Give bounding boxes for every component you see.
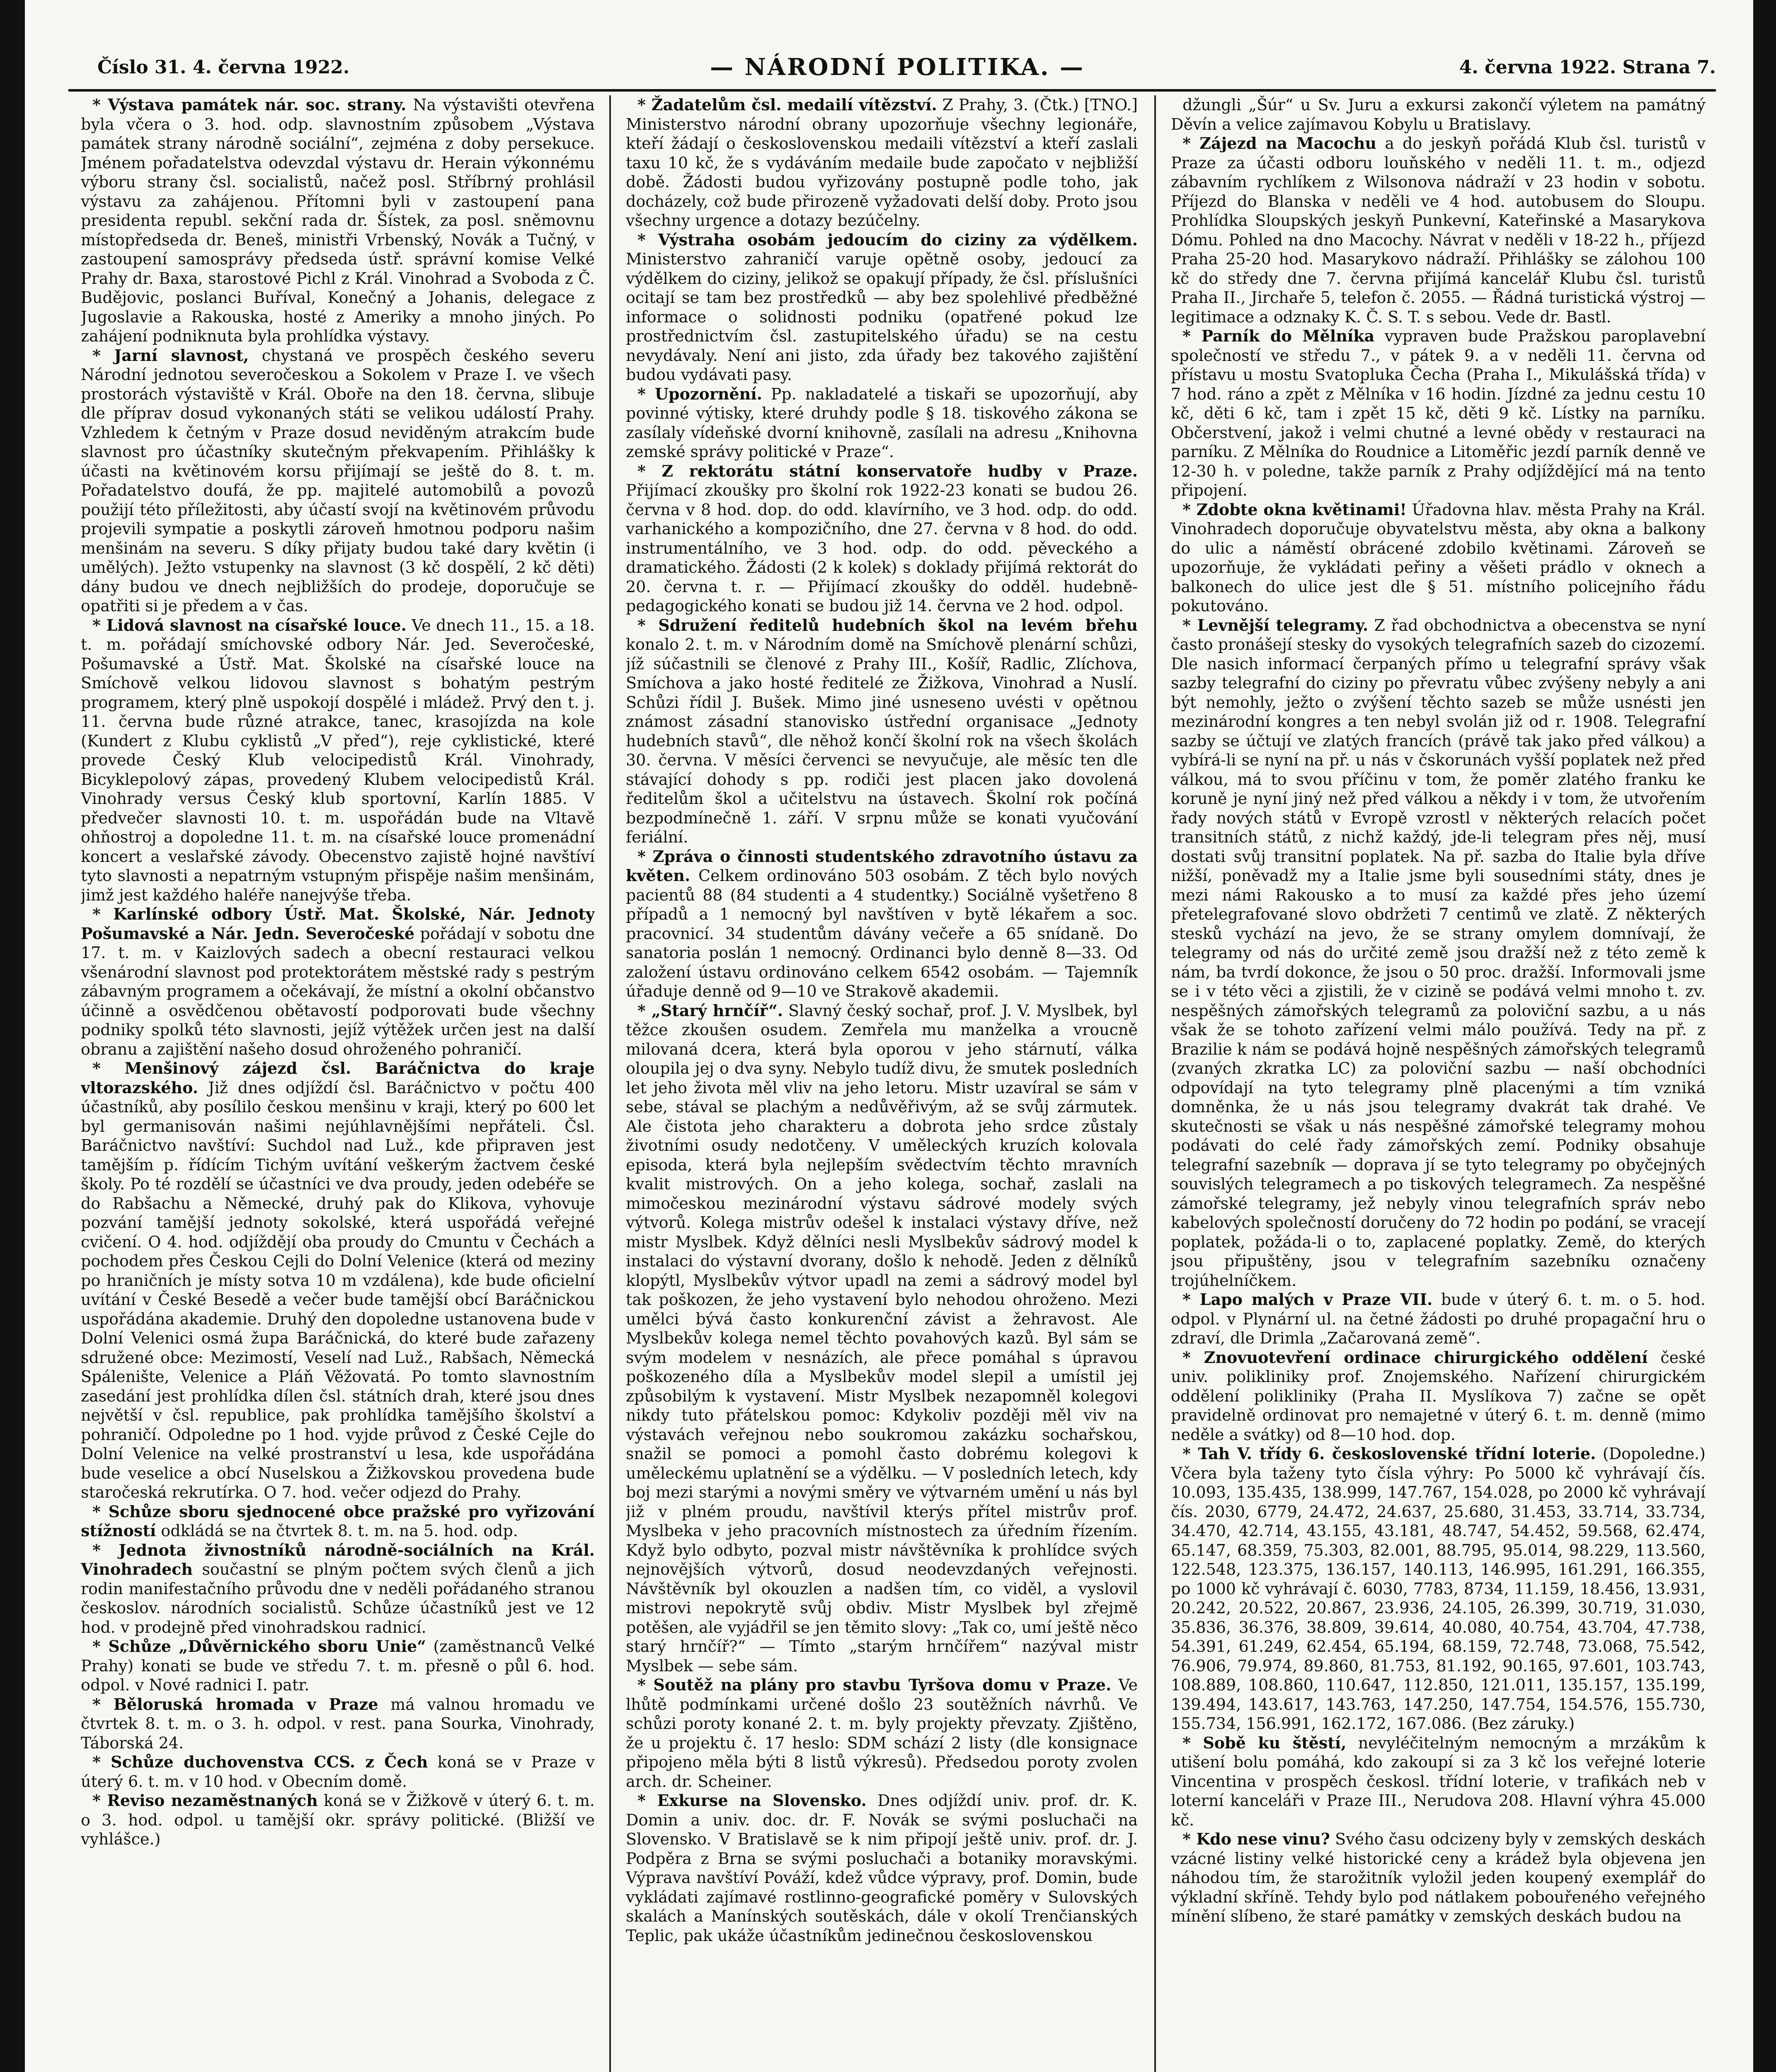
item-body: Dnes odjíždí univ. prof. dr. K. Domin a univ. doc. dr. F. Novák se svými posluchači na Slovensko. V Bratislavě se k nim připojí ještě univ. prof. dr. J. Podpěra z Brna se svými posluchači a botaniky moravskými. Výprava navštíví Pováží, kdež vůdce výpravy, prof. Domin, bude vykládati zajímavé rostlinno-geografické poměry v Sulovských skalách a Manínských soutěskách, dále v okolí Trenčianských Teplic, pak ukáže účastníkům jedinečnou československou: [626, 1791, 1138, 1945]
item-heading: Jarní slavnost,: [114, 346, 249, 365]
news-item: [1171, 327, 1706, 500]
item-marker: *: [92, 95, 108, 114]
news-item: [626, 1675, 1138, 1791]
news-item: [1171, 1830, 1706, 1926]
item-body: džungli „Šúr“ u Sv. Juru a exkursi zakončí výletem na památný Děvín a velice zajímavou Kobylu u Bratislavy.: [1171, 96, 1706, 133]
item-marker: *: [1182, 1348, 1204, 1367]
news-item: [81, 1791, 595, 1849]
news-item: [81, 1752, 595, 1791]
item-heading: Tah V. třídy 6. československé třídní loterie.: [1198, 1444, 1596, 1463]
item-heading: Jednota živnostníků národně-sociálních na Král. Vinohradech: [81, 1540, 595, 1578]
item-heading: Výstava památek nár. soc. strany.: [108, 95, 407, 114]
issue-number: Číslo 31. 4. června 1922.: [97, 57, 350, 78]
news-item: [81, 1637, 595, 1695]
article-columns: [68, 95, 1716, 2072]
item-body: má valnou hromadu ve čtvrtek 8. t. m. o 3. h. odpol. v rest. pana Sourka, Vinohrady, Táborská 24.: [81, 1695, 595, 1752]
item-heading: Lapo malých v Praze VII.: [1199, 1290, 1433, 1309]
item-heading: Kdo nese vinu?: [1196, 1830, 1330, 1848]
item-body: Z Prahy, 3. (Čtk.) [TNO.] Ministerstvo národní obrany upozorňuje všechny legionáře, kteří žádají o československou medaili vítězství a kteří zaslali taxu 10 kč, že s vydáváním medaile bude započato v nejbližší době. Žádosti budou vyřizovány postupně podle toho, jak docházely, což bude přirozeně vyžadovati delší doby. Proto jsou všechny urgence a dotazy bezúčelny.: [626, 96, 1138, 230]
item-heading: Z rektorátu státní konservatoře hudby v Praze.: [661, 461, 1138, 480]
item-body: nevyléčitelným nemocným a mrzákům k utišení bolu pomáhá, kdo zakoupí si za 3 kč los veřejné loterie Vincentina v prospěch českosl. třídní loterie, v trafikách neb v loterní kanceláři v Praze III., Nerudova 208. Hlavní výhra 45.000 kč.: [1171, 1733, 1706, 1829]
item-heading: Exkurse na Slovensko.: [657, 1791, 867, 1810]
item-body: konalo 2. t. m. v Národním domě na Smíchově plenární schůzi, jíž súčastnili se členové z Prahy III., Košíř, Radlic, Zlíchova, Smíchova a jako hosté ředitelé ze Žižkova, Vinohrad a Nuslí. Schůzi řídil J. Bušek. Mimo jiné usneseno uvésti v opětnou známost zásadní stanovisko ústřední organisace „Jednoty hudebních stavů“, dle něhož končí školní rok na všech školách 30. června. V měsíci červenci se nevyučuje, ale měsíc ten dle stávající dohody s pp. rodiči jest placen jako dovolená ředitelům škol a učitelstvu na ústavech. Školní rok počíná bezpodmínečně 1. září. V srpnu může se konati vyučování feriální.: [626, 635, 1138, 846]
item-body: Ve lhůtě podmínkami určené došlo 23 soutěžních návrhů. Ve schůzi poroty konané 2. t. m. byly projekty převzaty. Zjištěno, že u projektu č. 17 heslo: SDM schází 2 listy (dle konsignace připojeno měla býti 8 listů výkresů). Předsedou poroty zvolen arch. dr. Scheiner.: [626, 1676, 1138, 1791]
item-marker: *: [92, 1791, 107, 1810]
item-marker: *: [637, 1791, 657, 1810]
item-heading: Karlínské odbory Ústř. Mat. Školské, Nár. Jednoty Pošumavské a Nár. Jedn. Severočeské: [81, 905, 595, 943]
news-item: [626, 1001, 1138, 1676]
news-item: [626, 1791, 1138, 1945]
scan-edge-left: [0, 0, 25, 2072]
newspaper-page: [68, 39, 1716, 2072]
item-heading: Zdobte okna květinami!: [1196, 500, 1407, 519]
page-header: [68, 39, 1716, 92]
item-marker: *: [637, 615, 659, 634]
item-marker: *: [1182, 1290, 1200, 1309]
item-body: (zaměstnanců Velké Prahy) konati se bude ve středu 7. t. m. přesně o půl 6. hod. odpol. v Nové radnici I. patr.: [81, 1637, 595, 1694]
item-marker: *: [92, 346, 114, 365]
item-body: Z řad obchodnictva a obecenstva se nyní často pronášejí stesky do vysokých telegrafních sazeb do cizozemí. Dle nasich informací čerpaných přímo u telegrafní správy však sazby telegrafní do ciziny po převratu vůbec zvýšeny nebyly a ani být nemohly, ježto o zvýšení těchto sazeb se může usnésti jen mezinárodní kongres a ten nebyl svolán již od r. 1908. Telegrafní sazby se účtují ve zlatých francích (právě tak jako před válkou) a vybírá-li se nyní na př. u nás v čskorunách vyšší poplatek než před válkou, má to svou příčinu v tom, že poměr zlatého franku ke koruně je nyní jiný než před válkou a někdy i v tom, že utvořením řady nových států v Evropě vzrostl v některých relacích počet transitních států, z nichž každý, jde-li telegram přes něj, musí dostati svůj transitní poplatek. Na př. sazba do Italie byla dříve nižší, poněvadž my a Italie jsme byli sousedními státy, dnes je mezi námi Rakousko a to musí za každé přes jeho území přetelegrafované slovo obdržeti 7 centimů ve zlatě. Z některých stesků vychází na jevo, že se strany omylem domnívají, že telegramy od nás do určité země jsou dražší než z této země k nám, ba tvrdí dokonce, že jsou o 50 proc. dražší. Informovali jsme se i v této věci a zjistili, že v cizině se podává velmi mnoho t. zv. nespěšných zámořských telegramů za poloviční sazbu, a u nás však že se tohoto zařízení velmi málo používá. Tedy na př. z Brazilie k nám se podává hojně nespěšných zámořských telegramů (zvaných zkratka LC) za poloviční sazbu — naší obchodníci odpovídají na tyto telegramy plně placenými a tím vzniká domněnka, že u nás jsou telegramy dvakrát tak drahé. Ve skutečnosti se však u nás nespěšné zámořské telegramy mohou podávati do celé řady zámořských zemí. Podniky obsahuje telegrafní sazebník — doprava jí se tyto telegramy po obyčejných souvislých telegramech a po tiskových telegramech. Za nespěšné zámořské telegramy, jež nebyly vinou telegrafních správ nebo kabelových společností doručeny do 72 hodin po podání, se vracejí poplatek, požáda-li o to, zaplacené poplatky. Země, do kterých jsou připuštěny, jsou v telegrafním sazebníku označeny trojúhelníčkem.: [1171, 616, 1706, 1290]
news-item: [1171, 1290, 1706, 1348]
item-body: součastní se plným počtem svých členů a jich rodin manifestačního průvodu dne v neděli pořádaného stranou českoslov. národních socialistů. Schůze účastníků jest ve 12 hod. v prodejně před vinohradskou radnicí.: [81, 1560, 595, 1636]
item-marker: *: [92, 1637, 109, 1656]
news-item: [1171, 500, 1706, 616]
news-item: [1171, 1444, 1706, 1733]
item-heading: Parník do Mělníka: [1201, 327, 1375, 345]
column-3: [1171, 95, 1706, 2072]
item-marker: *: [1182, 1733, 1203, 1752]
news-item: [81, 905, 595, 1059]
item-body: Na výstavišti otevřena byla včera o 3. hod. odp. slavnostním způsobem „Výstava památek strany národně sociální“, zejména z doby persekuce. Jménem pořadatelstva odevzdal výstavu dr. Herain výkonnému výboru strany čsl. socialistů, načež posl. Stříbrný prohlásil výstavu za zahájenou. Přítomni byli v zastoupení pana presidenta republ. sekční rada dr. Šístek, za posl. sněmovnu místopředseda dr. Beneš, ministři Vrbenský, Novák a Tučný, v zastoupení samosprávy předseda ústř. správní komise Velké Prahy dr. Baxa, starostové Pichl z Král. Vinohrad a Svoboda z Č. Budějovic, poslanci Buříval, Konečný a Johanis, delegace z Jugoslavie a Rakouska, hosté z Ameriky a mnoho jiných. Po zahájení podniknuta byla prohlídka výstavy.: [81, 96, 595, 345]
item-marker: *: [1182, 500, 1197, 519]
item-heading: Sobě ku štěstí,: [1203, 1733, 1347, 1752]
item-heading: Zájezd na Macochu: [1199, 134, 1377, 152]
item-heading: Menšinový zájezd čsl. Baráčnictva do kraje vltorazského.: [81, 1059, 595, 1097]
news-item: [81, 1502, 595, 1541]
item-body: chystaná ve prospěch českého severu Národní jednotou severočeskou a Sokolem v Praze I. ve všech prostorách výstaviště v Král. Oboře na den 18. června, slibuje dle příprav dosud vykonaných státi se velikou událostí Prahy. Vzhledem k četným v Praze dosud neviděným atrakcím bude slavnost pro účastníky skutečným překvapením. Přihlášky k účasti na květinovém korsu přijímají se ještě do 8. t. m. Pořadatelstvo doufá, že pp. majitelé automobilů a povozů použijí této příležitosti, aby účastí svojí na květinovém průvodu projevili sympatie a poskytli zároveň hmotnou podporu našim menšinám na severu. S díky přijaty budou také dary květin (i umělých). Ježto vstupenky na slavnost (3 kč dospělí, 2 kč děti) dány budou ve dnech nejbližších do prodeje, doporučuje se opatřiti si je předem a v čas.: [81, 346, 595, 615]
item-marker: *: [92, 1059, 125, 1077]
item-heading: Žadatelům čsl. medailí vítězství.: [651, 95, 937, 114]
item-marker: *: [1182, 1444, 1198, 1463]
item-marker: *: [92, 1502, 109, 1521]
news-item: [626, 462, 1138, 616]
item-heading: Soutěž na plány pro stavbu Tyršova domu v Praze.: [653, 1675, 1112, 1694]
news-item: [81, 1695, 595, 1753]
item-body: Ve dnech 11., 15. a 18. t. m. pořádají smíchovské odbory Nár. Jed. Severočeské, Pošumavské a Ústř. Mat. Školské na císařské louce na Smíchově velkou lidovou slavnost s bohatým pestrým programem, který plně uspokojí dospělé i mládež. Prvý den t. j. 11. června bude různé atrakce, tanec, krasojízda na kole (Kundert z Klubu cyklistů „V před“), reje cyklistické, které provede Český Klub velocipedistů Král. Vinohrady, Bicyklepolový zápas, provedený Klubem velocipedistů Král. Vinohrady versus Český klub sportovní, Karlín 1885. V předvečer slavnosti 10. t. m. uspořádán bude na Vltavě ohňostroj a dopoledne 11. t. m. na císařské louce promenádní koncert a veslařské závody. Obecenstvo zajistě hojné navštíví tyto slavnosti a nepatrným vstupným přispěje našim menšinám, jimž jest každého haléře nanejvýše třeba.: [81, 616, 595, 904]
item-marker: *: [637, 847, 653, 866]
item-heading: „Starý hrnčíř“.: [652, 1001, 783, 1020]
item-heading: Znovuotevření ordinace chirurgického oddělení: [1204, 1348, 1648, 1367]
item-body: Celkem ordinováno 503 osobám. Z těch bylo nových pacientů 88 (84 studenti a 4 studentky.) Sociálně vyšetřeno 8 případů a 1 nemocný byl navštíven v bytě lékařem a soc. pracovnicí. 34 studentům dávány večeře a 65 snídaně. Do sanatoria poslán 1 nemocný. Ordinanci bylo denně 8—33. Od založení ústavu ordinováno celkem 6542 osobám. — Tajemník úřaduje denně od 9—10 ve Strakově akademii.: [626, 867, 1138, 1000]
item-marker: *: [92, 1694, 114, 1714]
item-heading: Výstraha osobám jedoucím do ciziny za výdělkem.: [658, 230, 1138, 249]
news-item: [626, 230, 1138, 385]
item-heading: Levnější telegramy.: [1197, 615, 1369, 634]
item-body: pořádají v sobotu dne 17. t. m. v Kaizlových sadech a obecní restauraci velkou všenárodní slavnost pod protektorátem městské rady s pestrým zábavným programem a očekávají, že místní a okolní občanstvo účinně a osvědčenou obětavostí podporovati bude všechny podniky spolků této slavnosti, jejíž výtěžek určen jest na další obranu a zajištění našeho dosud ohroženého pohraničí.: [81, 924, 595, 1058]
item-marker: *: [637, 1675, 654, 1694]
news-item: [81, 616, 595, 905]
item-heading: Upozornění.: [654, 384, 762, 403]
news-item: [81, 1541, 595, 1637]
news-item: [626, 616, 1138, 847]
column-1: [81, 95, 595, 2072]
news-item: [1171, 1348, 1706, 1445]
item-body: koná se v Praze v úterý 6. t. m. v 10 hod. v Obecním domě.: [81, 1753, 595, 1791]
item-marker: *: [637, 384, 655, 403]
item-body: české univ. polikliniky prof. Znojemského. Nařízení chirurgickém oddělení polikliniky (Praha II. Myslíkova 7) začne se opět pravidelně ordinovat pro nemajetné v úterý 6. t. m. denně (mimo neděle a svátky) od 8—10 hod. dop.: [1171, 1348, 1706, 1444]
item-heading: Reviso nezaměstnaných: [107, 1791, 318, 1810]
news-item: [1171, 134, 1706, 327]
item-heading: Zpráva o činnosti studentského zdravotního ústavu za květen.: [626, 847, 1138, 885]
item-marker: *: [637, 230, 658, 249]
news-item: [81, 95, 595, 346]
item-body: koná se v Žižkově v úterý 6. t. m. o 3. hod. odpol. u tamější okr. správy politické. (Bližší ve vyhlášce.): [81, 1791, 595, 1848]
item-body: (Dopoledne.) Včera byla taženy tyto čísla výhry: Po 5000 kč vyhrávají čís. 10.093, 135.435, 138.999, 147.767, 154.028, po 2000 kč vyhrávají čís. 2030, 6779, 24.472, 24.637, 25.680, 31.453, 33.714, 33.734, 34.470, 42.714, 43.155, 43.181, 48.747, 54.452, 59.568, 62.474, 65.147, 68.359, 75.303, 82.001, 88.795, 95.014, 98.229, 113.560, 122.548, 123.375, 136.157, 140.113, 146.995, 161.291, 166.355, po 1000 kč vyhrávají č. 6030, 7783, 8734, 11.159, 18.456, 13.931, 20.242, 20.522, 20.867, 23.936, 24.105, 26.399, 30.719, 31.030, 35.836, 36.376, 38.809, 39.614, 40.080, 40.754, 43.704, 47.738, 54.391, 61.249, 62.454, 65.194, 68.159, 72.748, 73.068, 75.542, 76.906, 79.974, 89.860, 81.753, 81.192, 90.165, 97.601, 103.743, 108.889, 108.860, 110.647, 112.850, 121.011, 135.157, 135.199, 139.494, 143.617, 143.763, 147.250, 147.754, 154.576, 155.730, 155.734, 156.991, 162.172, 167.086. (Bez záruky.): [1171, 1445, 1706, 1733]
item-marker: *: [637, 461, 662, 480]
column-divider: [609, 95, 611, 2072]
item-body: Již dnes odjíždí čsl. Baráčnictvo v počtu 400 účastníků, aby posílilo českou menšinu v kraji, který po 600 let byl germanisován našimi nejúhlavnějšími nepřáteli. Čsl. Baráčnictvo navštíví: Suchdol nad Luž., kde připraven jest tamějším p. řídícím Tichým uvítání veškerým žactvem české školy. Po té rozdělí se účastníci ve dva proudy, jeden odebéře se do Rabšachu a Německé, druhý pak do Klikova, vyhovuje pozvání tamější jednoty sokolské, která uspořádá veřejné cvičení. O 4. hod. odjíždějí oba proudy do Cmuntu v Čechách a pochodem přes Českou Cejli do Dolní Velenice (která od meziny po hraničních je místy sotva 10 m vzdálena), kde bude oficielní uvítání v České Besedě a večer bude tamější obcí Baráčnickou uspořádána akademie. Druhý den dopoledne ustanovena bude v Dolní Velenici osmá župa Baráčnická, do které bude zařazeny sdružené obce: Mezimostí, Veselí nad Luž., Rabšach, Německá Spálenište, Velenice a Pláň Věžovatá. Po tomto slavnostním zasedání jest prohlídka dílen čsl. státních drah, které jsou dnes největší v čsl. republice, pak prohlídka tamějšího školství a pohraničí. Odpoledne po 1 hod. vyjde průvod z České Cejle do Dolní Velenice na velké prostranství u lesa, kde uspořádána bude veselice a obcí Nuselskou a Žižkovskou provedena bude staročeská rekrutírka. O 7. hod. večer odjezd do Prahy.: [81, 1078, 595, 1501]
news-item: [626, 847, 1138, 1001]
item-marker: *: [1182, 134, 1200, 152]
item-heading: Schůze „Důvěrnického sboru Unie“: [108, 1637, 426, 1656]
column-2: [626, 95, 1138, 2072]
item-body: Slavný český sochař, prof. J. V. Myslbek, byl těžce zkoušen osudem. Zemřela mu manželka a vroucně milovaná dcera, která byla oporou v jeho stárnutí, válka oloupila jej o dva syny. Nebylo tudíž divu, že smutek posledních let jeho života měl vliv na jeho letoru. Mistr uzavíral se sám v sebe, stával se plachým a nedůvěřivým, až se svůj zármutek. Ale čistota jeho charakteru a dobrota jeho srdce zůstaly životními osudy nedotčeny. V uměleckých kruzích kolovala episoda, která byla nejlepším svědectvím těchto mravních kvalit mistrových. On a jeho kolega, sochař, zaslali na mimočeskou mezinárodní výstavu sádrové modely svých výtvorů. Kolega mistrův odešel k instalaci výstavy dříve, než mistr Myslbek. Když dělníci nesli Myslbekův sádrový model k instalaci do výstavní dvorany, došlo k nehodě. Jeden z dělníků klopýtl, Myslbekův výtvor upadl na zemi a sádrový model byl tak poškozen, že jeho vystavení bylo nehodou ohroženo. Mezi umělci bývá často konkurenční závist a žehravost. Ale Myslbekův kolega nemel těchto povahových kazů. Byl sám se svým modelem v nesnázích, ale přece pomáhal s úpravou poškozeného díla a Myslbekův model slepil a umístil jej způsobilým k vystavení. Mistr Myslbek nezapomněl kolegovi nikdy tuto přátelskou pomoc: Kdykoliv později měl viv na výstavách veřejnou nebo soukromou zakázku sochařskou, snažil se pomoci a pomohl často dobrému kolegovi k uměleckému uplatnění se a výdělku. — V posledních letech, kdy boj mezi starými a novými směry ve výtvarném umění u nás byl již v plném proudu, navštívil kterýs přítel mistrův prof. Myslbeka v jeho pracovních místnostech za úředním řízením. Když bylo odbyto, pozval mistr návštěvníka k prohlídce svých nejnovějších výtvorů, dosud neodevzdaných veřejnosti. Návštěvník byl okouzlen a nadšen tím, co viděl, a vyslovil mistrovi nepokrytě svůj obdiv. Mistr Myslbek byl zřejmě potěšen, ale vyjádřil se jen těmito slovy: „Tak co, umí ještě něco starý hrnčíř?“ — Tímto „starým hrnčířem“ nazýval mistr Myslbek — sebe sám.: [626, 1001, 1138, 1675]
scan-edge-right: [1753, 0, 1776, 2072]
item-body: Svého času odcizeny byly v zemských deskách vzácné listiny velké historické ceny a krádež byla objevena jen náhodou tím, že starožitník vyložil jeden koupený exemplář do výkladní skříně. Tehdy bylo pod nátlakem pobouřeného veřejného mínění slíbeno, že staré památky v zemských deskách budou na: [1171, 1830, 1706, 1925]
news-item: [626, 95, 1138, 230]
news-item: [1171, 95, 1706, 134]
item-marker: *: [92, 1752, 111, 1771]
item-heading: Schůze sboru sjednocené obce pražské pro vyřizování stížností: [81, 1502, 595, 1540]
item-marker: *: [92, 905, 114, 923]
item-marker: *: [1182, 615, 1197, 634]
item-body: Pp. nakladatelé a tiskaři se upozorňují, aby povinné výtisky, které druhdy podle § 18. tiskového zákona se zasílaly vídeňské dvorní knihovně, zasílali na adresu „Knihovna zemské správy politické v Praze“.: [626, 385, 1138, 461]
item-body: odkládá se na čtvrtek 8. t. m. na 5. hod. odp.: [161, 1522, 518, 1540]
item-heading: Běloruská hromada v Praze: [113, 1694, 378, 1714]
news-item: [1171, 616, 1706, 1290]
item-marker: *: [1182, 327, 1202, 345]
column-divider: [1154, 95, 1156, 2072]
item-body: Úřadovna hlav. města Prahy na Král. Vinohradech doporučuje obyvatelstvu města, aby okna a balkony do ulic a náměstí obrácené zdobilo květinami. Zároveň se upozorňuje, že vykládati peřiny a věšeti prádlo v oknech a balkonech do ulice jest dle § 51. místního policejního řádu pokutováno.: [1171, 500, 1706, 615]
item-body: Ministerstvo zahraničí varuje opětně osoby, jedoucí za výdělkem do ciziny, jelikož se opakují případy, že čsl. příslušníci ocitají se tam bez prostředků — aby bez spolehlivé předběžné informace o solidnosti podniku (opatřené pokud lze prostřednictvím čsl. zastupitelského úřadu) se na cestu nevydávaly. Není ani jisto, zda úřady bez takového zajištění budou vydávati pasy.: [626, 250, 1138, 384]
item-heading: Schůze duchovenstva CCS. z Čech: [111, 1752, 428, 1771]
item-marker: *: [637, 95, 652, 114]
news-item: [1171, 1733, 1706, 1830]
item-heading: Sdružení ředitelů hudebních škol na levém břehu: [658, 615, 1138, 634]
item-marker: *: [92, 615, 107, 634]
item-marker: *: [92, 1540, 119, 1559]
item-marker: *: [637, 1001, 652, 1020]
news-item: [81, 1059, 595, 1502]
news-item: [626, 385, 1138, 462]
item-body: bude v úterý 6. t. m. o 5. hod. odpol. v Plynární ul. na četné žádosti po druhé propagační hru o zdraví, dle Drimla „Začarovaná země“.: [1171, 1290, 1706, 1347]
item-body: a do jeskyň pořádá Klub čsl. turistů v Praze za účasti odboru louňského v neděli 11. t. m., odjezd zábavním rychlíkem z Wilsonova nádraží v 23 hodin v sobotu. Příjezd do Blanska v neděli ve 4 hod. autobusem do Sloupu. Prohlídka Sloupských jeskyň Punkevní, Kateřinské a Masarykova Dómu. Pohled na dno Macochy. Návrat v neděli v 18-22 h., příjezd Praha 25-20 hod. Masarykovo nádraží. Přihlášky se zálohou 100 kč do středy dne 7. června přijímá kancelář Klubu čsl. turistů Praha II., Jirchaře 5, telefon č. 2055. — Řádná turistická výstroj — legitimace a odznaky K. Č. S. T. s sebou. Vede dr. Bastl.: [1171, 134, 1706, 326]
news-item: [81, 346, 595, 616]
item-body: vypraven bude Pražskou paroplavební společností ve středu 7., v pátek 9. a v neděli 11. června od přístavu u mostu Svatopluka Čecha (Praha I., Mikulášská třída) v 7 hod. ráno a zpět z Mělníka v 16 hodin. Jízdné za jednu cestu 10 kč, děti 6 kč, tam i zpět 15 kč, děti 9 kč. Lístky na parníku. Občerstvení, jakož i velmi chutné a levné obědy v restauraci na parníku. Z Mělníka do Roudnice a Litoměřic jezdí parník denně ve 12-30 h. v poledne, takže parník z Prahy odjíždějící má na tento připojení.: [1171, 327, 1706, 499]
page-number: 4. června 1922. Strana 7.: [1459, 57, 1716, 78]
masthead-title: — NÁRODNÍ POLITIKA. —: [710, 53, 1085, 81]
item-body: Přijímací zkoušky pro školní rok 1922-23 konati se budou 26. června v 8 hod. dop. do odd. klavírního, ve 3 hod. odp. do odd. varhanického a kompozičního, dne 27. června v 8 hod. do odd. instrumentálního, ve 3 hod. odp. do odd. pěveckého a dramatického. Žádosti (2 k kolek) s doklady přijímá rektorát do 20. června t. r. — Přijímací zkoušky do odděl. hudebně-pedagogického konati se budou již 14. června ve 2 hod. odpol.: [626, 481, 1138, 615]
item-heading: Lidová slavnost na císařské louce.: [106, 615, 407, 634]
item-marker: *: [1182, 1830, 1197, 1848]
